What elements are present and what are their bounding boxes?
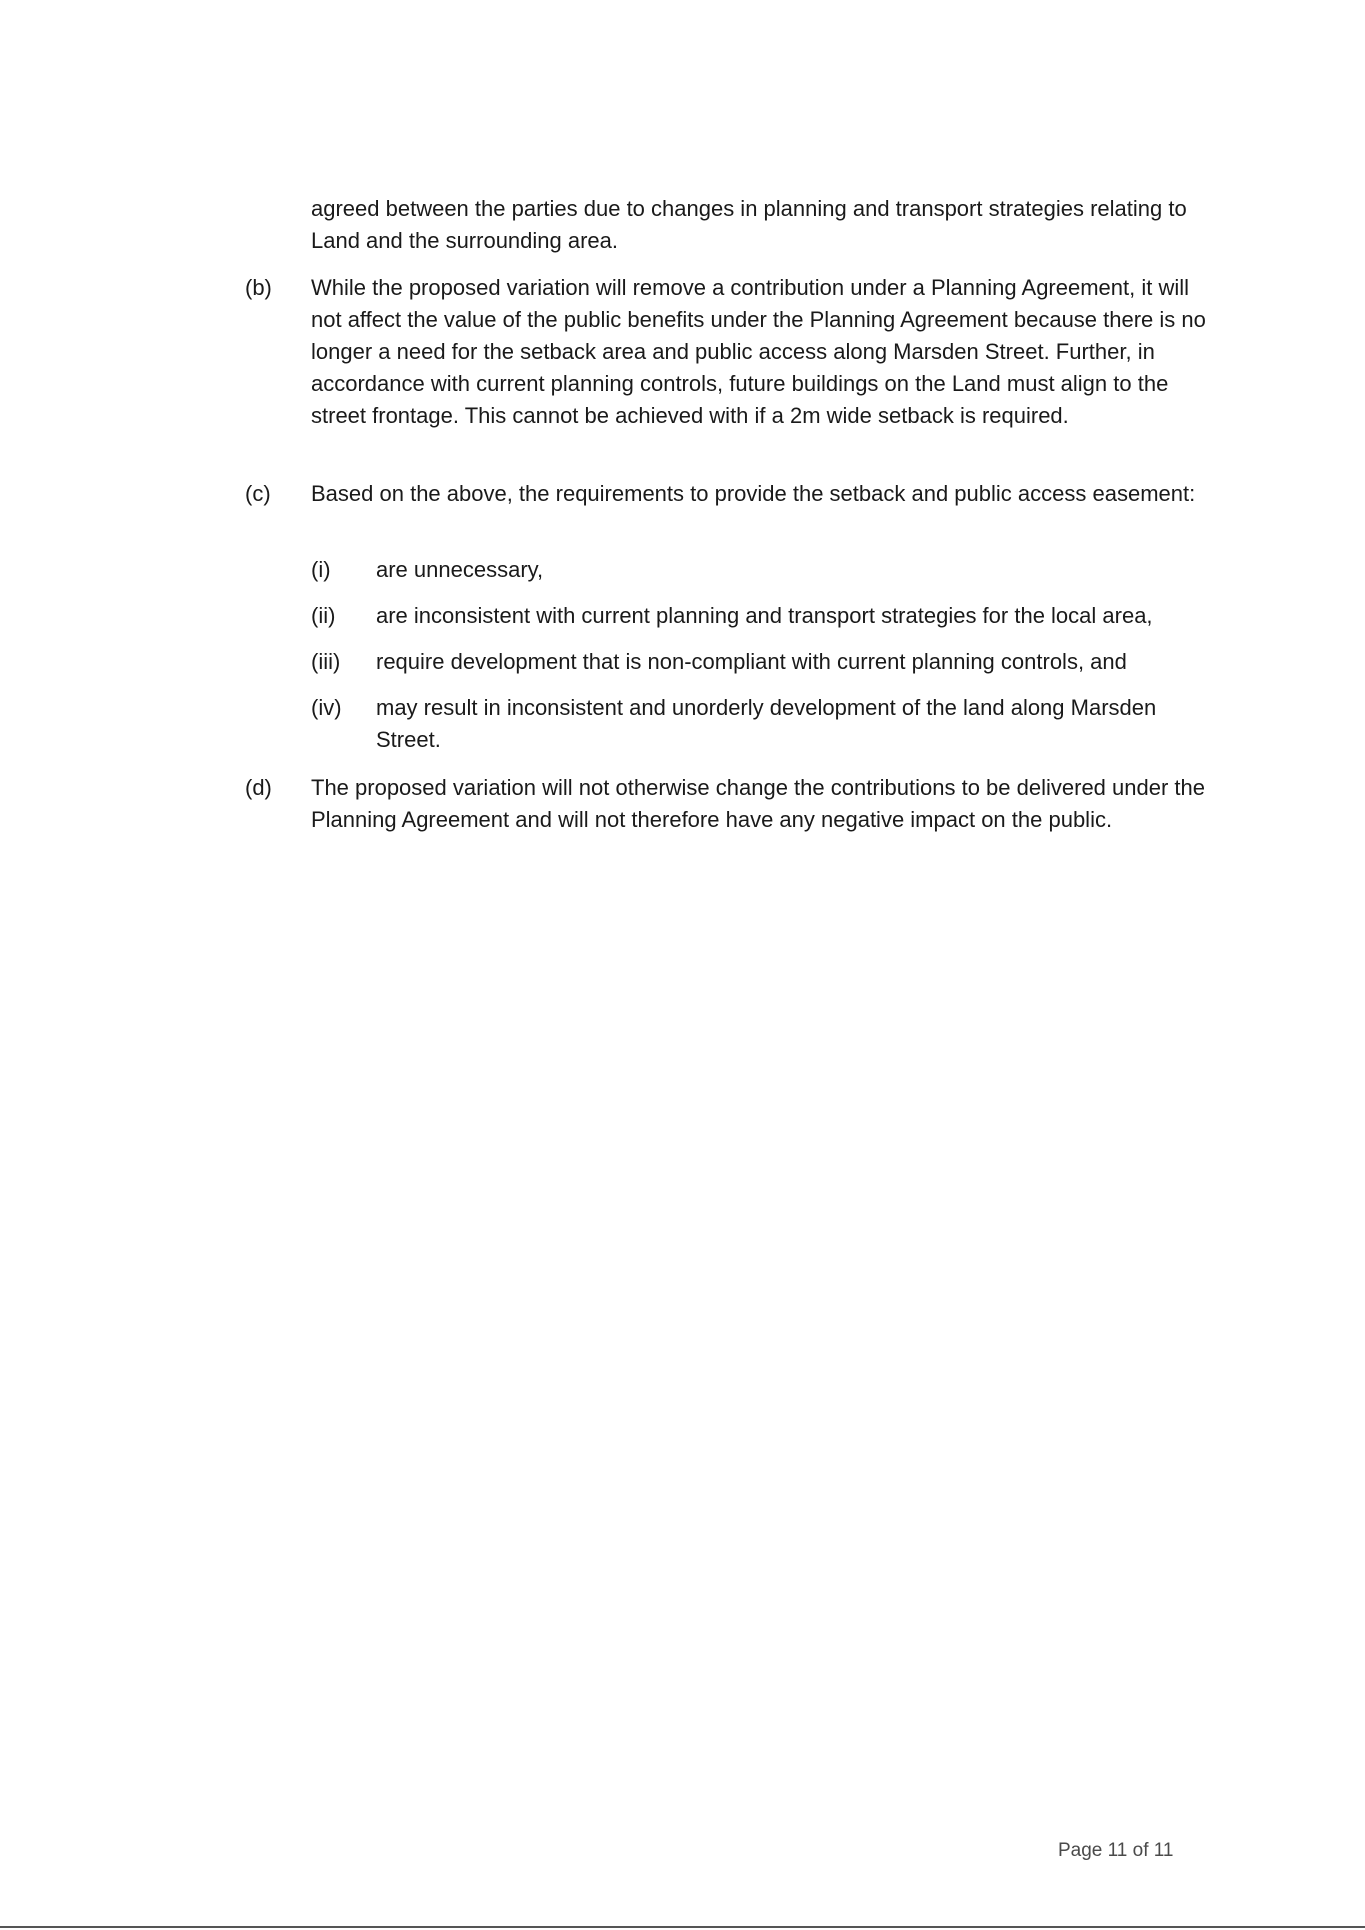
clause-label: (c) xyxy=(245,481,271,506)
subclause-text: are inconsistent with current planning and transport strategies for the local area, xyxy=(376,603,1153,628)
page-bottom-border xyxy=(0,1926,1365,1928)
page-number: Page 11 of 11 xyxy=(1058,1840,1174,1861)
subclause-label: (iv) xyxy=(311,695,342,720)
clause-text: The proposed variation will not otherwise change the contributions to be delivered under the Planning Agreement and will not therefore have any negative impact on the public. xyxy=(311,775,1205,832)
continuation-paragraph: agreed between the parties due to changes in planning and transport strategies relating to Land and the surrounding area. xyxy=(311,196,1187,253)
clause-label: (d) xyxy=(245,775,272,800)
subclause-text: require development that is non-compliant with current planning controls, and xyxy=(376,649,1127,674)
clause-text: Based on the above, the requirements to provide the setback and public access easement: xyxy=(311,481,1196,506)
subclause-text: may result in inconsistent and unorderly development of the land along Marsden Street. xyxy=(376,695,1157,752)
subclause-label: (ii) xyxy=(311,603,336,628)
subclause-label: (iii) xyxy=(311,649,341,674)
clause-text: While the proposed variation will remove a contribution under a Planning Agreement, it will not affect the value of the public benefits under the Planning Agreement because there is no longer a need for the setback area and public access along Marsden Street. Further, in accordance with current planning controls, future buildings on the Land must align to the street frontage. This cannot be achieved with if a 2m wide setback is required. xyxy=(311,275,1206,428)
subclause-text: are unnecessary, xyxy=(376,557,544,582)
subclause-label: (i) xyxy=(311,557,331,582)
clause-label: (b) xyxy=(245,275,272,300)
